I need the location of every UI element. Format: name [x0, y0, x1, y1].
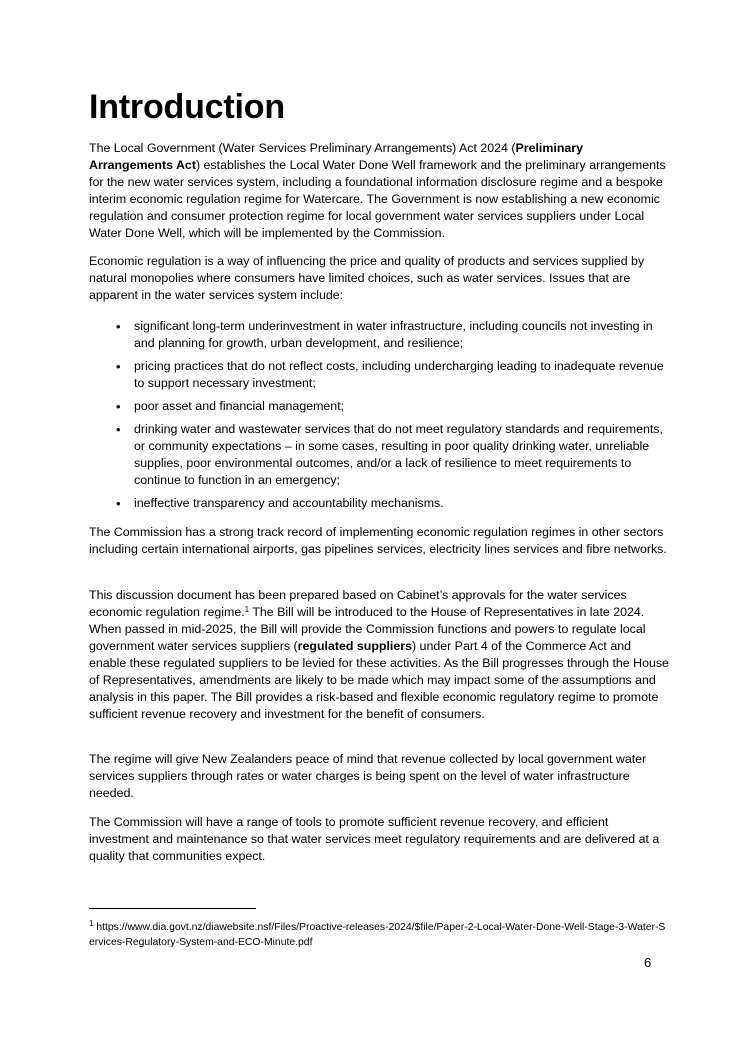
intro-paragraph-5: The regime will give New Zealanders peace of mind that revenue collected by local government water services suppliers through rates or water charges is being spent on the level of water infrastructure needed.	[89, 752, 647, 800]
page-title: Introduction	[89, 88, 285, 126]
list-item: • drinking water and wastewater services that do not meet regulatory standards and requirements, or community expectations – in some cases, resulting in poor quality drinking water, unreliable supplies, poor environmental outcomes, and/or a lack of resilience to meet requirements to continue to function in an emergency;	[89, 421, 669, 489]
list-item: • ineffective transparency and accountability mechanisms.	[89, 495, 669, 512]
defined-term-regulated-suppliers: regulated suppliers	[297, 639, 412, 653]
footnote-divider	[89, 908, 256, 909]
para1-text-b: ) establishes the Local Water Done Well framework and the preliminary arrangements for the new water services system, including a foundational information disclosure regime and a bespoke interim economic regulation regime for Watercare. The Government is now establishing a new economic regulation and consumer protection regime for local government water services suppliers under Local Water Done Well, which will be implemented by the Commission.	[89, 158, 666, 240]
defined-term-preliminary-arrangements-act: Preliminary Arrangements Act	[89, 141, 583, 172]
intro-paragraph-4	[89, 587, 669, 723]
intro-paragraph-1	[89, 140, 669, 242]
page-number: 6	[644, 955, 652, 970]
footnote	[89, 920, 669, 950]
intro-paragraph-3: The Commission has a strong track record of implementing economic regulation regimes in other sectors including certain international airports, gas pipelines services, electricity lines services and fibre networks.	[89, 525, 667, 556]
footnote-link[interactable]: https://www.dia.govt.nz/diawebsite.nsf/Files/Proactive-releases-2024/$file/Paper-2-Local-Water-Done-Well-Stage-3-Water-Services-Regulatory-System-and-ECO-Minute.pdf	[89, 922, 666, 948]
list-item: • significant long-term underinvestment in water infrastructure, including councils not investing in and planning for growth, urban development, and resilience;	[89, 318, 669, 352]
list-item: • poor asset and financial management;	[89, 398, 669, 415]
footnote-reference[interactable]: 1	[244, 605, 250, 614]
para4-text-b: The Bill will be introduced to the House of Representatives in late 2024. When passed in mid-2025, the Bill will provide the Commission functions and powers to regulate local government water services suppliers (	[89, 605, 646, 653]
para4-text-a: This discussion document has been prepared based on Cabinet’s approvals for the water services economic regulation regime.	[89, 588, 627, 619]
footnote-number: 1	[89, 919, 94, 928]
para4-text-c: ) under Part 4 of the Commerce Act and enable these regulated suppliers to be levied for these activities. As the Bill progresses through the House of Representatives, amendments are likely to be made which may impact some of the assumptions and analysis in this paper. The Bill provides a risk-based and flexible economic regulatory regime to promote sufficient revenue recovery and investment for the benefit of consumers.	[89, 639, 669, 721]
issues-list	[89, 318, 669, 518]
intro-paragraph-6: The Commission will have a range of tools to promote sufficient revenue recovery, and efficient investment and maintenance so that water services meet regulatory requirements and are delivered at a quality that communities expect.	[89, 815, 660, 863]
intro-paragraph-2: Economic regulation is a way of influencing the price and quality of products and services supplied by natural monopolies where consumers have limited choices, such as water services. Issues that are apparent in the water services system include:	[89, 254, 645, 302]
list-item: • pricing practices that do not reflect costs, including undercharging leading to inadequate revenue to support necessary investment;	[89, 358, 669, 392]
para1-text-a: The Local Government (Water Services Preliminary Arrangements) Act 2024 (	[89, 141, 516, 155]
